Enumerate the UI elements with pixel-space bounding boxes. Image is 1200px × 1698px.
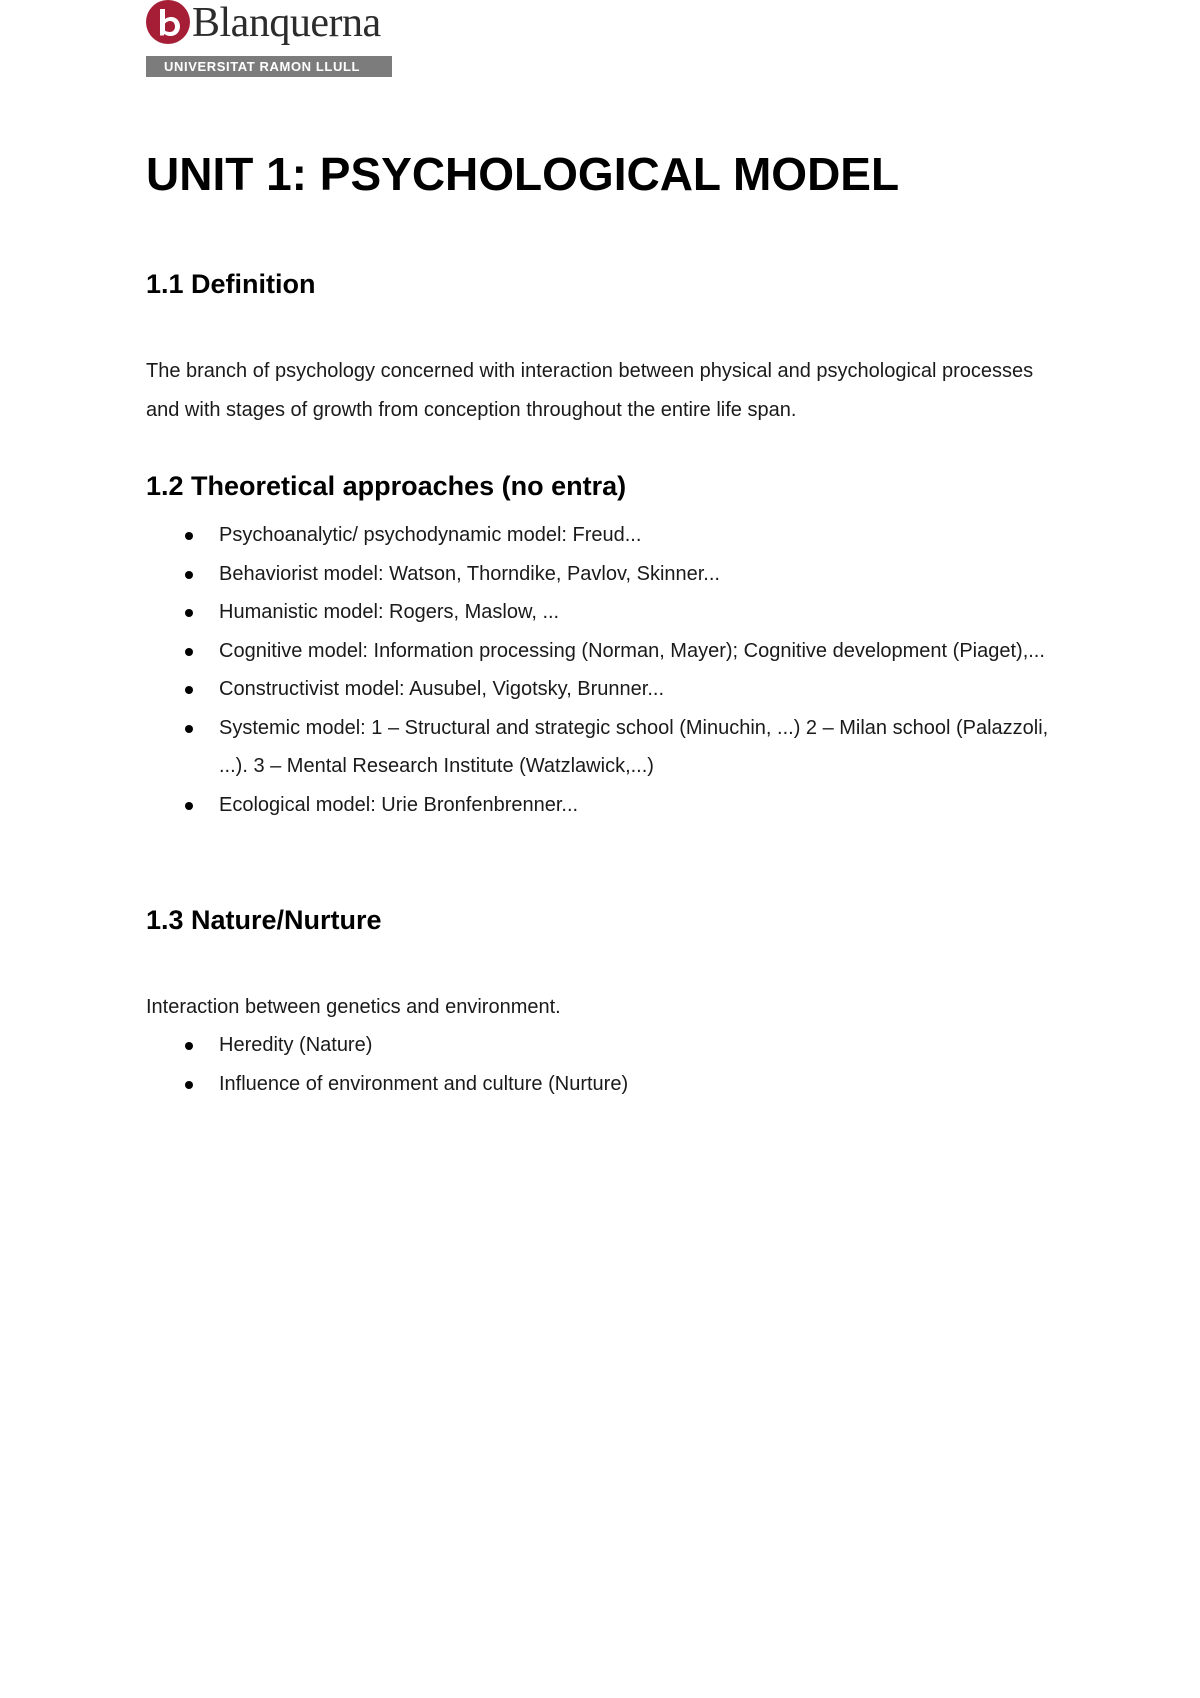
bullet-icon	[185, 686, 193, 694]
list-item-text: Heredity (Nature)	[219, 1034, 373, 1056]
page-title: UNIT 1: PSYCHOLOGICAL MODEL	[146, 148, 900, 200]
list-item-text: Humanistic model: Rogers, Maslow, ...	[219, 601, 560, 623]
theoretical-approaches-list	[146, 516, 1066, 824]
list-item	[146, 709, 1066, 786]
list-item-text: Psychoanalytic/ psychodynamic model: Freud...	[219, 524, 642, 546]
list-item-text: Influence of environment and culture (Nurture)	[219, 1072, 629, 1095]
bullet-icon	[185, 802, 193, 810]
nature-nurture-paragraph: Interaction between genetics and environment.	[146, 996, 561, 1018]
nature-nurture-list	[146, 1026, 1066, 1103]
list-item-text: Constructivist model: Ausubel, Vigotsky, Brunner...	[219, 678, 665, 700]
logo-subtitle-bar: UNIVERSITAT RAMON LLULL	[146, 56, 392, 77]
list-item	[146, 1065, 1066, 1104]
bullet-icon	[185, 648, 193, 656]
bullet-icon	[185, 571, 193, 579]
list-item	[146, 1026, 1066, 1065]
bullet-icon	[185, 725, 193, 733]
blanquerna-b-icon	[146, 0, 190, 44]
list-item	[146, 516, 1066, 555]
definition-paragraph: The branch of psychology concerned with interaction between physical and psychological processes and with stages of growth from conception throughout the entire life span.	[146, 360, 1034, 421]
list-item	[146, 670, 1066, 709]
bullet-icon	[185, 1081, 193, 1089]
university-logo	[146, 0, 392, 78]
logo-wordmark: Blanquerna	[192, 0, 381, 46]
section-heading-nature-nurture: 1.3 Nature/Nurture	[146, 905, 382, 935]
logo-mark-row	[146, 0, 392, 52]
list-item	[146, 786, 1066, 825]
list-item-text: Ecological model: Urie Bronfenbrenner...	[219, 793, 579, 816]
section-heading-definition: 1.1 Definition	[146, 269, 316, 299]
list-item-text: Systemic model: 1 – Structural and strategic school (Minuchin, ...) 2 – Milan school (Palazzoli, ...). 3 – Mental Research Institute (Watzlawick,...)	[219, 716, 1049, 777]
bullet-icon	[185, 1042, 193, 1050]
list-item	[146, 632, 1066, 671]
bullet-icon	[185, 532, 193, 540]
bullet-icon	[185, 609, 193, 617]
list-item-text: Cognitive model: Information processing (Norman, Mayer); Cognitive development (Piaget),...	[219, 639, 1045, 662]
list-item-text: Behaviorist model: Watson, Thorndike, Pavlov, Skinner...	[219, 562, 720, 585]
section-heading-theoretical-approaches: 1.2 Theoretical approaches (no entra)	[146, 471, 627, 501]
list-item	[146, 593, 1066, 632]
list-item	[146, 555, 1066, 594]
